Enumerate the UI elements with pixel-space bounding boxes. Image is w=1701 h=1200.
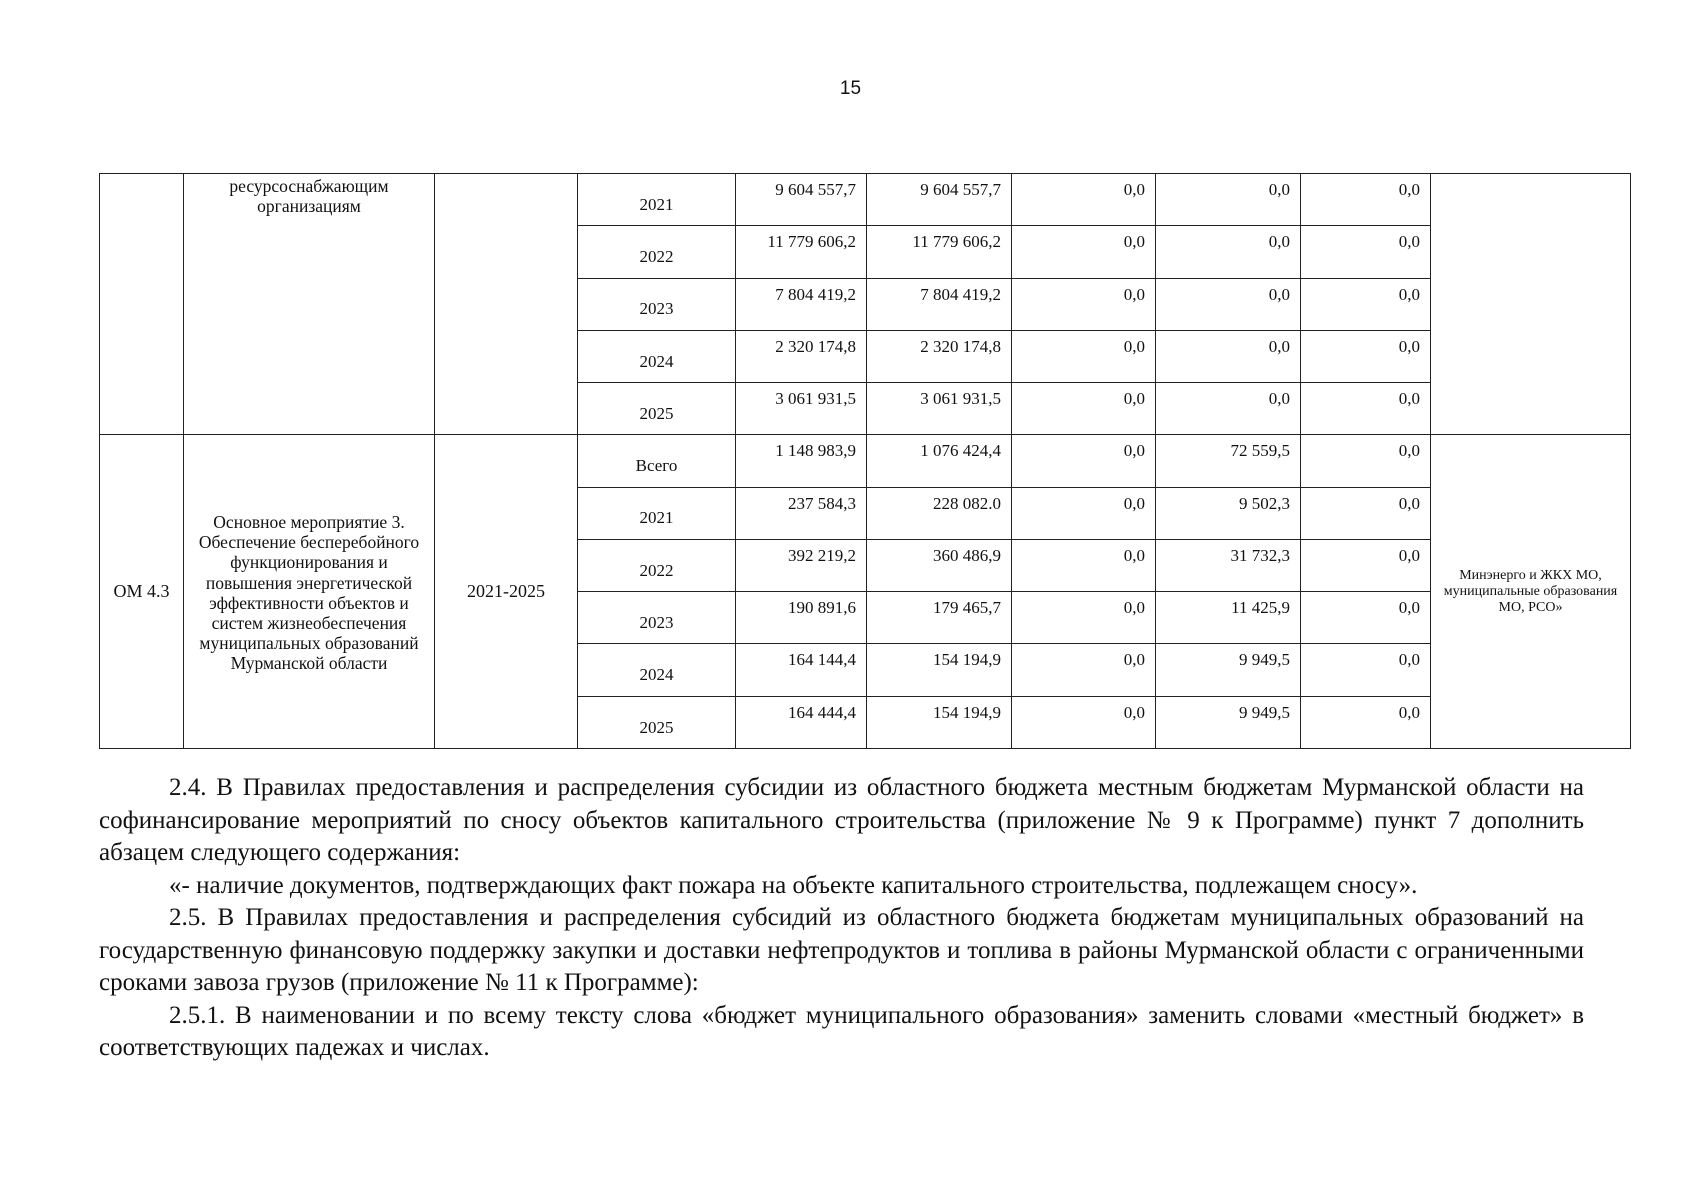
funding-cell: 9 949,5 bbox=[1156, 696, 1301, 748]
total-cell: 164 444,4 bbox=[736, 696, 867, 748]
funding-cell: 0,0 bbox=[1156, 330, 1301, 382]
funding-cell: 0,0 bbox=[1301, 226, 1431, 278]
funding-cell: 0,0 bbox=[1012, 226, 1156, 278]
total-cell: 2 320 174,8 bbox=[736, 330, 867, 382]
term-cell-empty bbox=[435, 174, 578, 435]
funding-cell: 3 061 931,5 bbox=[867, 383, 1012, 435]
funding-cell: 0,0 bbox=[1012, 592, 1156, 644]
total-cell: 237 584,3 bbox=[736, 487, 867, 539]
funding-cell: 0,0 bbox=[1301, 435, 1431, 487]
budget-table bbox=[99, 173, 1631, 749]
funding-cell: 1 076 424,4 bbox=[867, 435, 1012, 487]
activity-name-cell: Основное мероприятие 3. Обеспечение бесперебойного функционирования и повышения энергетической эффективности объектов и систем жизнеобеспечения муниципальных образований Мурманской области bbox=[184, 435, 435, 749]
funding-cell: 360 486,9 bbox=[867, 539, 1012, 591]
funding-cell: 0,0 bbox=[1012, 644, 1156, 696]
funding-cell: 0,0 bbox=[1301, 383, 1431, 435]
year-cell: 2022 bbox=[578, 226, 736, 278]
funding-cell: 0,0 bbox=[1012, 330, 1156, 382]
paragraph: «- наличие документов, подтверждающих факт пожара на объекте капитального строительства, подлежащем сносу». bbox=[169, 871, 1418, 899]
code-cell-empty bbox=[100, 174, 184, 435]
funding-cell: 2 320 174,8 bbox=[867, 330, 1012, 382]
page-number: 15 bbox=[839, 78, 862, 99]
funding-cell: 0,0 bbox=[1012, 174, 1156, 226]
total-cell: 11 779 606,2 bbox=[736, 226, 867, 278]
executor-cell-empty bbox=[1431, 174, 1631, 435]
funding-cell: 31 732,3 bbox=[1156, 539, 1301, 591]
year-cell: 2025 bbox=[578, 696, 736, 748]
total-cell: 190 891,6 bbox=[736, 592, 867, 644]
funding-cell: 154 194,9 bbox=[867, 696, 1012, 748]
funding-cell: 0,0 bbox=[1156, 278, 1301, 330]
year-cell: 2022 bbox=[578, 539, 736, 591]
funding-cell: 9 502,3 bbox=[1156, 487, 1301, 539]
funding-cell: 9 949,5 bbox=[1156, 644, 1301, 696]
funding-cell: 0,0 bbox=[1301, 330, 1431, 382]
total-cell: 164 144,4 bbox=[736, 644, 867, 696]
funding-cell: 0,0 bbox=[1012, 278, 1156, 330]
funding-cell: 72 559,5 bbox=[1156, 435, 1301, 487]
year-cell: 2023 bbox=[578, 592, 736, 644]
year-cell: Всего bbox=[578, 435, 736, 487]
funding-cell: 0,0 bbox=[1156, 383, 1301, 435]
table-row bbox=[100, 174, 1631, 226]
funding-cell: 0,0 bbox=[1012, 383, 1156, 435]
funding-cell: 7 804 419,2 bbox=[867, 278, 1012, 330]
funding-cell: 0,0 bbox=[1301, 696, 1431, 748]
activity-name-cell: ресурсоснабжающим организациям bbox=[184, 174, 435, 435]
funding-cell: 0,0 bbox=[1301, 592, 1431, 644]
year-cell: 2024 bbox=[578, 330, 736, 382]
funding-cell: 11 425,9 bbox=[1156, 592, 1301, 644]
total-cell: 392 219,2 bbox=[736, 539, 867, 591]
paragraph: 2.4. В Правилах предоставления и распределения субсидии из областного бюджета местным бюджетам Мурманской области на софинансирование мероприятий по сносу объектов капитального строительства (приложение № 9 к Программе) пункт 7 дополнить абзацем следующего содержания: bbox=[99, 774, 1584, 866]
funding-cell: 11 779 606,2 bbox=[867, 226, 1012, 278]
funding-cell: 0,0 bbox=[1012, 487, 1156, 539]
amendment-text bbox=[99, 772, 1584, 1065]
paragraph: 2.5.1. В наименовании и по всему тексту слова «бюджет муниципального образования» заменить словами «местный бюджет» в соответствующих падежах и числах. bbox=[99, 1001, 1584, 1061]
activity-code-cell: ОМ 4.3 bbox=[100, 435, 184, 749]
funding-cell: 0,0 bbox=[1012, 539, 1156, 591]
funding-cell: 228 082.0 bbox=[867, 487, 1012, 539]
total-cell: 3 061 931,5 bbox=[736, 383, 867, 435]
funding-cell: 0,0 bbox=[1156, 174, 1301, 226]
table-row bbox=[100, 435, 1631, 487]
term-cell: 2021-2025 bbox=[435, 435, 578, 749]
funding-cell: 0,0 bbox=[1301, 644, 1431, 696]
executor-cell: Минэнерго и ЖКХ МО, муниципальные образования МО, РСО» bbox=[1431, 435, 1631, 749]
total-cell: 1 148 983,9 bbox=[736, 435, 867, 487]
total-cell: 7 804 419,2 bbox=[736, 278, 867, 330]
year-cell: 2025 bbox=[578, 383, 736, 435]
funding-cell: 0,0 bbox=[1301, 487, 1431, 539]
paragraph: 2.5. В Правилах предоставления и распределения субсидий из областного бюджета бюджетам муниципальных образований на государственную финансовую поддержку закупки и доставки нефтепродуктов и топлива в районы Мурманской области с ограниченными сроками завоза грузов (приложение № 11 к Программе): bbox=[99, 904, 1584, 996]
funding-cell: 0,0 bbox=[1012, 696, 1156, 748]
funding-cell: 0,0 bbox=[1012, 435, 1156, 487]
total-cell: 9 604 557,7 bbox=[736, 174, 867, 226]
funding-cell: 0,0 bbox=[1156, 226, 1301, 278]
funding-cell: 179 465,7 bbox=[867, 592, 1012, 644]
funding-cell: 9 604 557,7 bbox=[867, 174, 1012, 226]
year-cell: 2021 bbox=[578, 174, 736, 226]
funding-cell: 154 194,9 bbox=[867, 644, 1012, 696]
funding-cell: 0,0 bbox=[1301, 539, 1431, 591]
funding-cell: 0,0 bbox=[1301, 278, 1431, 330]
funding-cell: 0,0 bbox=[1301, 174, 1431, 226]
year-cell: 2024 bbox=[578, 644, 736, 696]
year-cell: 2021 bbox=[578, 487, 736, 539]
year-cell: 2023 bbox=[578, 278, 736, 330]
